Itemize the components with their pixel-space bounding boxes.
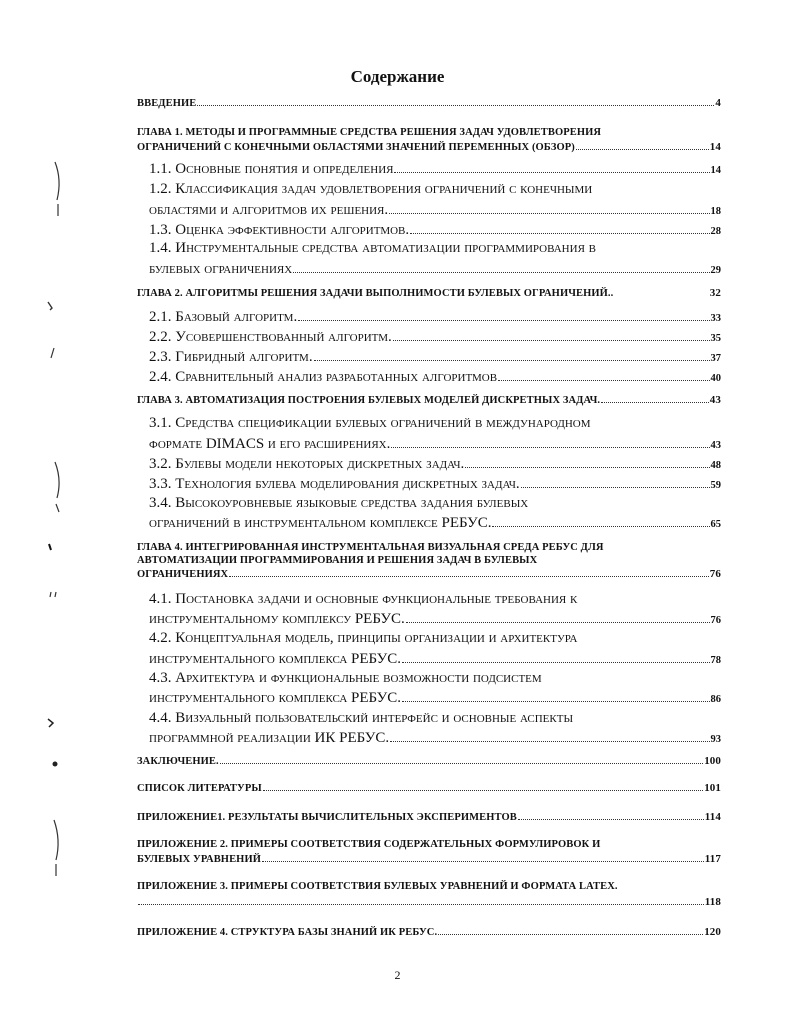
scan-mark-bracket: [52, 460, 66, 514]
leader-dots: [393, 340, 710, 341]
toc-entry-label: СПИСОК ЛИТЕРАТУРЫ: [137, 783, 262, 794]
toc-entry-label: ЗАКЛЮЧЕНИЕ.: [137, 756, 219, 767]
toc-section-2-3[interactable]: [149, 349, 721, 366]
toc-entry-page: 29: [710, 265, 721, 276]
toc-section-3-2[interactable]: [149, 456, 721, 473]
toc-section-4-2[interactable]: [149, 651, 721, 668]
toc-section-1-4[interactable]: [149, 261, 721, 278]
toc-entry-page: 43: [710, 440, 721, 451]
leader-dots: [402, 662, 709, 663]
toc-section-3-1-line1[interactable]: 3.1. Средства спецификации булевых ограничений в международном: [149, 415, 591, 431]
scan-mark-dot: [50, 758, 60, 770]
toc-entry-label: 1.1. Основные понятия и определения: [149, 161, 394, 177]
toc-section-3-3[interactable]: [149, 476, 721, 493]
toc-entry-page: 93: [710, 734, 721, 745]
toc-chapter-4-line2[interactable]: АВТОМАТИЗАЦИИ ПРОГРАММИРОВАНИЯ И РЕШЕНИЯ ЗАДАЧ В БУЛЕВЫХ: [137, 555, 538, 566]
toc-section-3-4-line1[interactable]: 3.4. Высокоуровневые языковые средства задания булевых: [149, 495, 529, 511]
toc-entry-page: 65: [710, 519, 721, 530]
toc-entry-page: 101: [704, 782, 721, 794]
scan-mark-tick: [46, 717, 56, 729]
toc-entry-appendix-3-line1[interactable]: ПРИЛОЖЕНИЕ 3. ПРИМЕРЫ СООТВЕТСТВИЯ БУЛЕВЫХ УРАВНЕНИЙ И ФОРМАТА LATEX.: [137, 881, 618, 892]
toc-section-2-1[interactable]: [149, 309, 721, 326]
toc-section-3-4[interactable]: [149, 515, 721, 532]
toc-entry-page: 59: [710, 480, 721, 491]
toc-section-2-2[interactable]: [149, 329, 721, 346]
toc-entry-references[interactable]: [137, 782, 721, 794]
toc-entry-label: ПРИЛОЖЕНИЕ 4. СТРУКТУРА БАЗЫ ЗНАНИЙ ИК РЕБУС.: [137, 927, 438, 938]
toc-entry-page: 43: [709, 394, 721, 406]
toc-entry-page: 4: [715, 97, 721, 109]
scan-mark-bracket: [50, 818, 64, 878]
leader-dots: [390, 741, 709, 742]
toc-entry-appendix-2[interactable]: [137, 853, 721, 865]
leader-dots: [601, 402, 709, 403]
toc-section-4-1-line1[interactable]: 4.1. Постановка задачи и основные функциональные требования к: [149, 591, 578, 607]
toc-section-3-1[interactable]: [149, 436, 721, 453]
toc-entry-page: 37: [710, 353, 721, 364]
leader-dots: [492, 526, 709, 527]
leader-dots: [576, 149, 709, 150]
toc-entry-page: 40: [710, 373, 721, 384]
toc-entry-page: 33: [710, 313, 721, 324]
toc-section-4-1[interactable]: [149, 611, 721, 628]
leader-dots: [406, 622, 710, 623]
toc-entry-label: инструментального комплекса РЕБУС.: [149, 690, 402, 706]
toc-entry-appendix-3[interactable]: [137, 896, 721, 908]
toc-entry-label: областями и алгоритмов их решения.: [149, 202, 389, 218]
toc-entry-label: ограничений в инструментальном комплексе РЕБУС.: [149, 515, 492, 531]
toc-entry-page: 18: [710, 206, 721, 217]
toc-entry-label: инструментального комплекса РЕБУС.: [149, 651, 402, 667]
toc-entry-page: 120: [704, 926, 721, 938]
toc-entry-intro[interactable]: [137, 97, 721, 109]
leader-dots: [229, 576, 709, 577]
leader-dots: [391, 447, 709, 448]
leader-dots: [138, 904, 704, 905]
toc-entry-appendix-1[interactable]: [137, 811, 721, 823]
page-title: Содержание: [350, 67, 445, 86]
toc-entry-page: 76: [709, 568, 721, 580]
toc-entry-label: 2.3. Гибридный алгоритм.: [149, 349, 313, 365]
toc-entry-page: 78: [710, 655, 721, 666]
leader-dots: [438, 934, 703, 935]
toc-section-2-4[interactable]: [149, 369, 721, 386]
toc-entry-page: 117: [704, 853, 721, 865]
leader-dots: [465, 467, 709, 468]
toc-entry-label: 2.2. Усовершенствованный алгоритм.: [149, 329, 392, 345]
toc-chapter-3[interactable]: [137, 394, 721, 406]
toc-section-1-1[interactable]: [149, 161, 721, 178]
toc-entry-page: 14: [709, 141, 721, 153]
toc-entry-page: 114: [704, 811, 721, 823]
scan-mark-dot: [46, 300, 56, 312]
toc-entry-page: 28: [710, 226, 721, 237]
leader-dots: [402, 701, 709, 702]
toc-chapter-4[interactable]: [137, 568, 721, 580]
toc-entry-page: 35: [710, 333, 721, 344]
toc-entry-label: 2.1. Базовый алгоритм.: [149, 309, 298, 325]
toc-entry-page: 32: [709, 287, 721, 299]
toc-entry-page: 76: [710, 615, 721, 626]
toc-entry-page: 14: [710, 165, 721, 176]
toc-entry-label: ОГРАНИЧЕНИЙ С КОНЕЧНЫМИ ОБЛАСТЯМИ ЗНАЧЕНИЙ ПЕРЕМЕННЫХ (ОБЗОР): [137, 142, 575, 153]
toc-chapter-2[interactable]: [137, 287, 721, 299]
toc-entry-label: ГЛАВА 2. АЛГОРИТМЫ РЕШЕНИЯ ЗАДАЧИ ВЫПОЛНИМОСТИ БУЛЕВЫХ ОГРАНИЧЕНИЙ..: [137, 288, 614, 299]
toc-entry-label: 1.3. Оценка эффективности алгоритмов.: [149, 222, 410, 238]
toc-chapter-4-line1[interactable]: ГЛАВА 4. ИНТЕГРИРОВАННАЯ ИНСТРУМЕНТАЛЬНАЯ ВИЗУАЛЬНАЯ СРЕДА РЕБУС ДЛЯ: [137, 542, 604, 553]
toc-chapter-1-line1[interactable]: ГЛАВА 1. МЕТОДЫ И ПРОГРАММНЫЕ СРЕДСТВА РЕШЕНИЯ ЗАДАЧ УДОВЛЕТВОРЕНИЯ: [137, 127, 602, 138]
toc-entry-conclusion[interactable]: [137, 755, 721, 767]
toc-entry-page: 118: [704, 896, 721, 908]
toc-section-4-4-line1[interactable]: 4.4. Визуальный пользовательский интерфейс и основные аспекты: [149, 710, 574, 726]
toc-entry-label: программной реализации ИК РЕБУС.: [149, 730, 390, 746]
leader-dots: [220, 763, 703, 764]
leader-dots: [314, 360, 710, 361]
toc-section-4-4[interactable]: [149, 730, 721, 747]
leader-dots: [298, 320, 709, 321]
toc-entry-label: ОГРАНИЧЕНИЯХ: [137, 569, 229, 580]
scan-mark-quote: [48, 590, 60, 600]
leader-dots: [262, 861, 704, 862]
toc-section-4-2-line1[interactable]: 4.2. Концептуальная модель, принципы организации и архитектура: [149, 630, 578, 646]
leader-dots: [263, 790, 703, 791]
toc-entry-label: булевых ограничениях: [149, 261, 293, 277]
toc-section-4-3-line1[interactable]: 4.3. Архитектура и функциональные возможности подсистем: [149, 670, 542, 686]
toc-section-4-3[interactable]: [149, 690, 721, 707]
page-number: 2: [394, 968, 401, 982]
toc-entry-label: инструментальному комплексу РЕБУС.: [149, 611, 405, 627]
leader-dots: [518, 819, 704, 820]
toc-entry-label: ГЛАВА 3. АВТОМАТИЗАЦИЯ ПОСТРОЕНИЯ БУЛЕВЫХ МОДЕЛЕЙ ДИСКРЕТНЫХ ЗАДАЧ.: [137, 395, 601, 406]
toc-section-1-2-line1[interactable]: 1.2. Классификация задач удовлетворения ограничений с конечными: [149, 181, 593, 197]
leader-dots: [521, 487, 710, 488]
toc-entry-label: 3.2. Булевы модели некоторых дискретных задач.: [149, 456, 465, 472]
toc-entry-page: 86: [710, 694, 721, 705]
scan-mark-bracket: [52, 160, 66, 220]
leader-dots: [394, 172, 709, 173]
leader-dots: [410, 233, 709, 234]
toc-entry-label: 3.3. Технология булева моделирования дискретных задач.: [149, 476, 520, 492]
toc-entry-label: 2.4. Сравнительный анализ разработанных алгоритмов: [149, 369, 498, 385]
toc-entry-appendix-2-line1[interactable]: ПРИЛОЖЕНИЕ 2. ПРИМЕРЫ СООТВЕТСТВИЯ СОДЕРЖАТЕЛЬНЫХ ФОРМУЛИРОВОК И: [137, 839, 601, 850]
toc-entry-page: 48: [710, 460, 721, 471]
toc-chapter-1[interactable]: [137, 141, 721, 153]
toc-section-1-4-line1[interactable]: 1.4. Инструментальные средства автоматизации программирования в: [149, 240, 596, 256]
leader-dots: [389, 213, 709, 214]
toc-entry-label: БУЛЕВЫХ УРАВНЕНИЙ: [137, 854, 261, 865]
leader-dots: [197, 105, 714, 106]
toc-section-1-2[interactable]: [149, 202, 721, 219]
toc-entry-page: 100: [704, 755, 721, 767]
toc-entry-label: формате DIMACS и его расширениях.: [149, 436, 391, 452]
toc-section-1-3[interactable]: [149, 222, 721, 239]
leader-dots: [498, 380, 709, 381]
toc-entry-appendix-4[interactable]: [137, 926, 721, 938]
leader-dots: [293, 272, 709, 273]
toc-entry-label: ВВЕДЕНИЕ: [137, 98, 197, 109]
scan-mark-tick: [48, 346, 58, 360]
toc-entry-label: ПРИЛОЖЕНИЕ1. РЕЗУЛЬТАТЫ ВЫЧИСЛИТЕЛЬНЫХ ЭКСПЕРИМЕНТОВ: [137, 812, 517, 823]
scan-mark-dot: [46, 542, 56, 552]
